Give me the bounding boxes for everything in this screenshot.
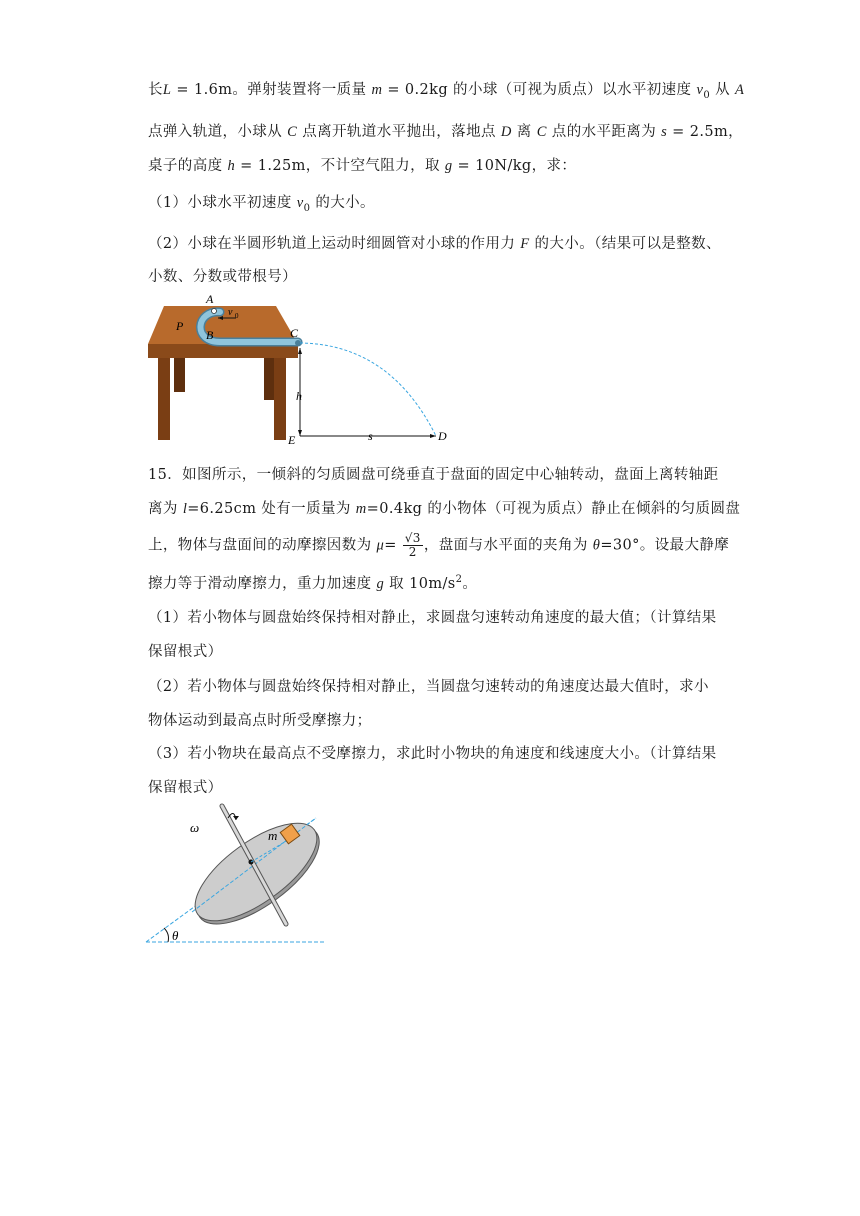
label-theta: θ: [172, 928, 179, 943]
label-m: m: [268, 828, 278, 843]
label-B: B: [206, 328, 214, 342]
ball: [212, 309, 217, 314]
table-track-figure: [140, 292, 460, 450]
label-h: h: [296, 389, 302, 403]
table-leg: [274, 358, 286, 440]
label-v0-sub: 0: [235, 312, 239, 320]
p14-line-2: 点弹入轨道，小球从 C 点离开轨道水平抛出，落地点 D 离 C 点的水平距离为 s = 2.5m，: [148, 124, 744, 140]
p15-question-2-cont: 物体运动到最高点时所受摩擦力；: [148, 713, 372, 729]
label-s: s: [368, 429, 373, 443]
label-A: A: [206, 292, 214, 306]
label-omega: ω: [190, 820, 200, 835]
label-v0: v: [228, 307, 233, 318]
label-P: P: [176, 319, 184, 333]
label-E: E: [288, 433, 296, 447]
p15-line-1: 15．如图所示，一倾斜的匀质圆盘可绕垂直于盘面的固定中心轴转动，盘面上离转轴距: [148, 467, 719, 483]
p15-question-1: （1）若小物体与圆盘始终保持相对静止，求圆盘匀速转动角速度的最大值；（计算结果: [148, 610, 717, 626]
p15-question-1-cont: 保留根式）: [148, 644, 223, 660]
p15-line-3: 上，物体与盘面间的动摩擦因数为 μ= $\frac{√3}{2}$ ，盘面与水平面的夹角为 θ=30°。设最大静摩: [148, 531, 730, 559]
projectile-path: [300, 343, 436, 436]
p14-question-2-cont: 小数、分数或带根号）: [148, 269, 297, 285]
p14-question-2: （2）小球在半圆形轨道上运动时细圆管对小球的作用力 F 的大小。（结果可以是整数、: [148, 236, 721, 252]
p14-question-1: （1）小球水平初速度 $v_0$ 的大小。: [148, 195, 375, 214]
label-D: D: [438, 429, 447, 443]
p15-question-3-cont: 保留根式）: [148, 780, 223, 796]
p14-line-3: 桌子的高度 h = 1.25m，不计空气阻力，取 g = 10N/kg，求：: [148, 158, 577, 174]
angle-arc: [164, 928, 169, 942]
p14-line-1: 长L = 1.6m。弹射装置将一质量 m = 0.2kg 的小球（可视为质点）以水平初速度 $v_0$ 从 A: [148, 82, 745, 101]
p15-question-2: （2）若小物体与圆盘始终保持相对静止，当圆盘匀速转动的角速度达最大值时，求小: [148, 679, 709, 695]
table-leg: [158, 358, 170, 440]
p15-line-2: 离为 l=6.25cm 处有一质量为 m=0.4kg 的小物体（可视为质点）静止在倾斜的匀质圆盘: [148, 501, 741, 517]
inclined-disk-figure: [140, 800, 340, 950]
p15-question-3: （3）若小物块在最高点不受摩擦力，求此时小物块的角速度和线速度大小。（计算结果: [148, 746, 717, 762]
label-C: C: [290, 326, 299, 340]
table-leg: [174, 358, 185, 392]
p15-line-4: 擦力等于滑动摩擦力，重力加速度 g 取 $10m/s^2$。: [148, 574, 478, 592]
